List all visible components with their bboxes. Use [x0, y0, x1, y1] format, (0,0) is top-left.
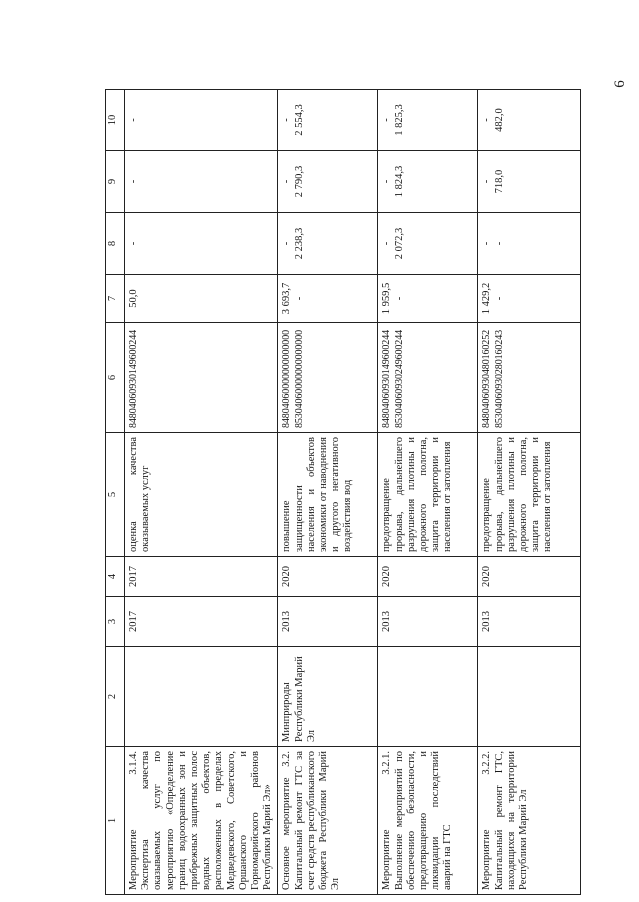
expected-result: предотвращение прорыва, дальнейшего разрушения плотины и дорожного полотна, защита территории и населения от затопления [378, 433, 478, 557]
program-activities-table [105, 89, 581, 895]
activity-name: Мероприятие 3.2.2. Капитальный ремонт ГТС, находящихся на территории Республики Марий Эл [478, 747, 581, 895]
value-col-10 [125, 90, 278, 151]
activity-name: Мероприятие 3.2.1. Выполнение мероприятий по обеспечению безопасности, предотвращению и ликвидации последствий аварий на ГТС [378, 747, 478, 895]
value-col-8-line-2 [140, 217, 164, 270]
value-col-10-line-1: - [481, 118, 493, 122]
expected-result: повышение защищенности населения и объектов экономики от наводнения и другого негативного воздействия вод [278, 433, 378, 557]
budget-code-line-2: 85304060930280160243 [493, 329, 505, 428]
value-col-7 [478, 275, 581, 323]
header-col-7: 7 [106, 275, 125, 323]
header-col-10: 10 [106, 90, 125, 151]
executor [478, 647, 581, 747]
value-col-7-line-2: - [293, 296, 305, 301]
value-col-9-line-1: - [481, 179, 493, 184]
table-row [278, 90, 378, 895]
value-col-7-line-1: 1 959,5 [381, 282, 393, 315]
value-col-9-line-2 [140, 155, 164, 208]
value-col-8-line-1: - [381, 241, 393, 246]
start-year: 2017 [125, 597, 278, 647]
start-year: 2013 [278, 597, 378, 647]
value-col-9 [278, 151, 378, 213]
value-col-10-line-1: - [281, 118, 293, 122]
end-year: 2017 [125, 557, 278, 597]
value-col-10-line-2: 1 825,3 [393, 104, 405, 136]
value-col-8-line-2: 2 072,3 [393, 227, 405, 260]
value-col-9-line-2: 718,0 [493, 169, 505, 194]
budget-code [378, 323, 478, 433]
value-col-8 [125, 213, 278, 275]
header-col-1: 1 [106, 747, 125, 895]
value-col-7-line-1: 1 429,2 [481, 282, 493, 315]
value-col-9-line-2: 1 824,3 [393, 165, 405, 198]
header-col-2: 2 [106, 647, 125, 747]
value-col-7 [125, 275, 278, 323]
executor: Минприроды Республики Марий Эл [278, 647, 378, 747]
table-row [478, 90, 581, 895]
budget-code-line-2: 85304060000000000000 [293, 329, 305, 428]
value-col-7-line-1: 50,0 [128, 289, 139, 308]
start-year: 2013 [478, 597, 581, 647]
budget-code [278, 323, 378, 433]
value-col-7-line-2: - [493, 296, 505, 301]
page-number: 6 [612, 80, 628, 88]
end-year: 2020 [378, 557, 478, 597]
executor [378, 647, 478, 747]
table-row [125, 90, 278, 895]
end-year: 2020 [278, 557, 378, 597]
header-col-3: 3 [106, 597, 125, 647]
header-col-5: 5 [106, 433, 125, 557]
value-col-9-line-1: - [381, 179, 393, 184]
value-col-9 [125, 151, 278, 213]
expected-result: оценка качества оказываемых услуг [125, 433, 278, 557]
value-col-8-line-1: - [281, 241, 293, 246]
value-col-8-line-1: - [481, 241, 493, 246]
activity-name: Основное мероприятие 3.2. Капитальный ремонт ГТС за счет средств республиканского бюджета Республики Марий Эл [278, 747, 378, 895]
expected-result: предотвращение прорыва, дальнейшего разрушения плотины и дорожного полотна, защита территории и населения от затопления [478, 433, 581, 557]
value-col-10-line-2: 2 554,3 [293, 104, 305, 136]
budget-code [125, 323, 278, 433]
budget-code-line-1: 84804060000000000000 [281, 329, 293, 428]
header-col-6: 6 [106, 323, 125, 433]
landscape-table-container [105, 90, 632, 895]
value-col-10-line-1: - [128, 118, 139, 122]
value-col-9 [378, 151, 478, 213]
value-col-8 [278, 213, 378, 275]
value-col-10-line-2: 482,0 [493, 108, 505, 132]
start-year: 2013 [378, 597, 478, 647]
table-row [378, 90, 478, 895]
budget-code-line-2 [140, 327, 164, 428]
header-col-9: 9 [106, 151, 125, 213]
header-col-4: 4 [106, 557, 125, 597]
value-col-7 [378, 275, 478, 323]
budget-code-line-1: 84804060930149600244 [381, 329, 393, 428]
header-row [106, 90, 125, 895]
value-col-7-line-1: 3 693,7 [281, 282, 293, 315]
value-col-7-line-2: - [393, 296, 405, 301]
value-col-8 [478, 213, 581, 275]
budget-code-line-1: 84804060930480160252 [481, 329, 493, 428]
value-col-9-line-1: - [128, 179, 139, 184]
value-col-8-line-1: - [128, 241, 139, 246]
budget-code-line-2: 85304060930249600244 [393, 329, 405, 428]
value-col-8-line-2: 2 238,3 [293, 227, 305, 260]
value-col-10 [478, 90, 581, 151]
activity-name: Мероприятие 3.1.4. Экспертиза качества оказываемых услуг по мероприятию «Определение границ водоохранных зон и прибрежных защитных полос водных объектов, расположенных в пределах Медведевского, Советского, Оршанского и Горномарийского районов Республики Марий Эл» [125, 747, 278, 895]
budget-code-line-1: 84804060930149600244 [128, 329, 139, 428]
value-col-9 [478, 151, 581, 213]
value-col-10 [278, 90, 378, 151]
budget-code [478, 323, 581, 433]
header-col-8: 8 [106, 213, 125, 275]
value-col-9-line-1: - [281, 179, 293, 184]
value-col-10-line-1: - [381, 118, 393, 122]
end-year: 2020 [478, 557, 581, 597]
value-col-7 [278, 275, 378, 323]
executor [125, 647, 278, 747]
value-col-9-line-2: 2 790,3 [293, 165, 305, 198]
value-col-10 [378, 90, 478, 151]
rotated-page [105, 90, 632, 895]
value-col-8 [378, 213, 478, 275]
value-col-10-line-2 [140, 94, 164, 146]
value-col-7-line-2 [140, 279, 164, 318]
value-col-8-line-2: - [493, 241, 505, 246]
